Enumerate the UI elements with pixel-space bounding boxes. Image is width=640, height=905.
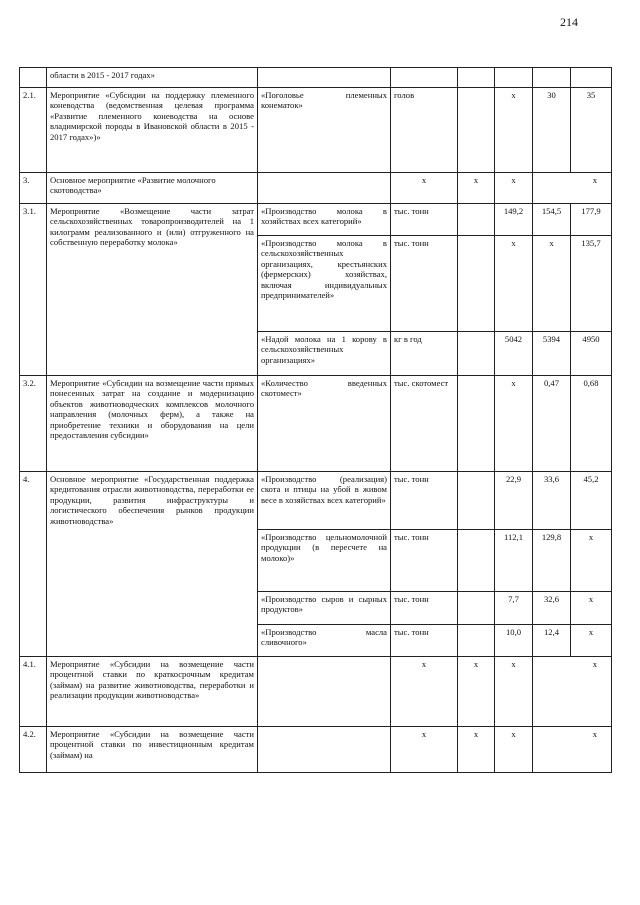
- indicator-cell: [258, 173, 391, 204]
- event-cell: Мероприятие «Субсидии на поддержку племенного коневодства (ведомственная целевая программа «Развитие племенного коневодства на основе владимирской породы в Ивановской области в 2015 - 2017 годах»)»: [47, 88, 258, 173]
- value-cell: [458, 592, 495, 625]
- value-cell: 22,9: [495, 472, 533, 530]
- value-cell: х: [571, 530, 612, 592]
- value-cell: х: [495, 727, 533, 773]
- value-cell: х: [495, 657, 533, 727]
- value-cell: 32,6: [533, 592, 571, 625]
- value-cell: [458, 88, 495, 173]
- indicator-cell: «Производство молока в сельскохозяйственных организациях, крестьянских (фермерских) хозяйствах, включая индивидуальных предпринимателей»: [258, 236, 391, 332]
- value-cell: [458, 68, 495, 88]
- value-cell: х: [571, 592, 612, 625]
- indicator-cell: «Производство (реализация) скота и птицы на убой в живом весе в хозяйствах всех категорий»: [258, 472, 391, 530]
- indicator-cell: «Производство молока в хозяйствах всех категорий»: [258, 204, 391, 236]
- unit-cell: [391, 68, 458, 88]
- row-number-cell: 2.1.: [20, 88, 47, 173]
- unit-cell: х: [391, 173, 458, 204]
- value-cell: 112,1: [495, 530, 533, 592]
- table-row: [20, 204, 612, 236]
- value-cell: 12,4: [533, 625, 571, 657]
- value-cell: х: [495, 376, 533, 472]
- event-cell: Мероприятие «Субсидии на возмещение части прямых понесенных затрат на создание и модернизацию объектов животноводческих комплексов молочного направления (молочных ферм), а также на приобретение техники и оборудования на цели предоставления субсидии»: [47, 376, 258, 472]
- value-cell: 0,47: [533, 376, 571, 472]
- value-cell: х: [458, 173, 495, 204]
- row-number-cell: 3.: [20, 173, 47, 204]
- value-cell: 154,5: [533, 204, 571, 236]
- value-cell: [458, 530, 495, 592]
- indicator-cell: [258, 68, 391, 88]
- value-cell: [458, 204, 495, 236]
- table-row: [20, 88, 612, 173]
- indicator-cell: «Поголовье племенных конематок»: [258, 88, 391, 173]
- value-cell: [533, 68, 571, 88]
- value-cell: 149,2: [495, 204, 533, 236]
- table-row: [20, 68, 612, 88]
- indicator-cell: «Надой молока на 1 корову в сельскохозяйственных организациях»: [258, 332, 391, 376]
- value-cell: х: [495, 236, 533, 332]
- table-row: [20, 173, 612, 204]
- value-cell: х: [458, 727, 495, 773]
- unit-cell: тыс. тонн: [391, 204, 458, 236]
- value-cell: 7,7: [495, 592, 533, 625]
- value-cell: 135,7: [571, 236, 612, 332]
- unit-cell: кг в год: [391, 332, 458, 376]
- table-row: [20, 657, 612, 727]
- indicators-table: [19, 67, 612, 773]
- unit-cell: х: [391, 727, 458, 773]
- value-cell: 30: [533, 88, 571, 173]
- value-cell: х: [495, 88, 533, 173]
- value-cell: 129,8: [533, 530, 571, 592]
- value-cell: 10,0: [495, 625, 533, 657]
- value-cell: х: [533, 173, 612, 204]
- value-cell: [458, 332, 495, 376]
- unit-cell: тыс. тонн: [391, 472, 458, 530]
- indicator-cell: «Количество введенных скотомест»: [258, 376, 391, 472]
- event-cell: Основное мероприятие «Государственная поддержка кредитования отрасли животноводства, переработки ее продукции, развития инфраструктуры и логистического обеспечения рынков продукции животноводства»: [47, 472, 258, 657]
- event-cell: Мероприятие «Субсидии на возмещение части процентной ставки по краткосрочным кредитам (займам) на развитие животноводства, переработки и реализации продукции животноводства»: [47, 657, 258, 727]
- indicator-cell: «Производство масла сливочного»: [258, 625, 391, 657]
- value-cell: 35: [571, 88, 612, 173]
- table-row: [20, 727, 612, 773]
- value-cell: [458, 376, 495, 472]
- unit-cell: тыс. тонн: [391, 625, 458, 657]
- page-number: 214: [560, 15, 578, 29]
- value-cell: [458, 236, 495, 332]
- row-number-cell: 4.1.: [20, 657, 47, 727]
- indicator-cell: «Производство сыров и сырных продуктов»: [258, 592, 391, 625]
- indicator-cell: [258, 727, 391, 773]
- row-number-cell: 3.1.: [20, 204, 47, 376]
- table-row: [20, 376, 612, 472]
- row-number-cell: 3.2.: [20, 376, 47, 472]
- value-cell: 5394: [533, 332, 571, 376]
- value-cell: х: [571, 625, 612, 657]
- table-row: [20, 472, 612, 530]
- value-cell: 33,6: [533, 472, 571, 530]
- unit-cell: х: [391, 657, 458, 727]
- value-cell: 4950: [571, 332, 612, 376]
- value-cell: [571, 68, 612, 88]
- value-cell: х: [533, 657, 612, 727]
- value-cell: 5042: [495, 332, 533, 376]
- value-cell: х: [533, 236, 571, 332]
- value-cell: [458, 472, 495, 530]
- unit-cell: голов: [391, 88, 458, 173]
- event-cell: Основное мероприятие «Развитие молочного скотоводства»: [47, 173, 258, 204]
- value-cell: 45,2: [571, 472, 612, 530]
- value-cell: [495, 68, 533, 88]
- value-cell: х: [533, 727, 612, 773]
- row-number-cell: 4.: [20, 472, 47, 657]
- row-number-cell: [20, 68, 47, 88]
- unit-cell: тыс. тонн: [391, 236, 458, 332]
- unit-cell: тыс. тонн: [391, 530, 458, 592]
- value-cell: 0,68: [571, 376, 612, 472]
- event-cell: Мероприятие «Возмещение части затрат сельскохозяйственных товаропроизводителей на 1 килограмм реализованного и (или) отгруженного на собственную переработку молока»: [47, 204, 258, 376]
- unit-cell: тыс. скотомест: [391, 376, 458, 472]
- event-cell: области в 2015 - 2017 годах»: [47, 68, 258, 88]
- indicator-cell: [258, 657, 391, 727]
- value-cell: [458, 625, 495, 657]
- indicator-cell: «Производство цельномолочной продукции (в пересчете на молоко)»: [258, 530, 391, 592]
- value-cell: х: [458, 657, 495, 727]
- row-number-cell: 4.2.: [20, 727, 47, 773]
- value-cell: х: [495, 173, 533, 204]
- unit-cell: тыс. тонн: [391, 592, 458, 625]
- event-cell: Мероприятие «Субсидии на возмещение части процентной ставки по инвестиционным кредитам (займам) на: [47, 727, 258, 773]
- value-cell: 177,9: [571, 204, 612, 236]
